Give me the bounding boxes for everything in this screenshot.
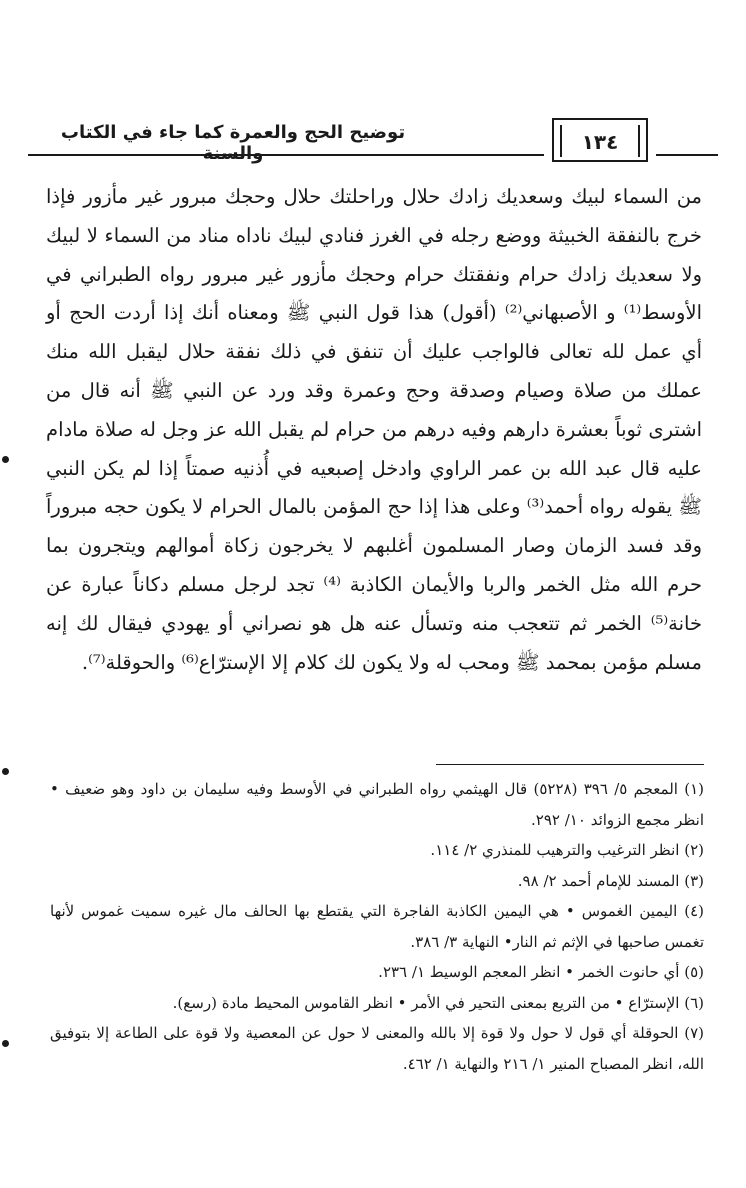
- footnote-3: (٣) المسند للإمام أحمد ٢/ ٩٨.: [517, 871, 704, 890]
- footnote-1: (١) المعجم ٥/ ٣٩٦ (٥٢٢٨) قال الهيثمي رواه الطبراني في الأوسط وفيه سليمان بن داود وهو ضعيف • انظر مجمع الزوائد ١٠/ ٢٩٢.: [50, 780, 705, 829]
- footnote-7: (٧) الحوقلة أي قول لا حول ولا قوة إلا بالله والمعنى لا حول عن المعصية ولا قوة على الطاعة إلا بتوفيق الله، انظر المصباح المنير ١/ ٢١٦ والنهاية ١/ ٤٦٢.: [50, 1024, 704, 1073]
- footnote-6: (٦) الإسترّاع • من التريع بمعنى التحير في الأمر • انظر القاموس المحيط مادة (رسع).: [172, 993, 704, 1012]
- margin-mark: [2, 1040, 9, 1047]
- margin-mark: [2, 456, 9, 463]
- footnote-5: (٥) أي حانوت الخمر • انظر المعجم الوسيط ١/ ٢٣٦.: [378, 963, 704, 981]
- header-rule: [28, 154, 544, 156]
- footnote-separator: [436, 764, 704, 765]
- margin-mark: [2, 768, 9, 775]
- running-title: توضيح الحج والعمرة كما جاء في الكتاب والسنة: [60, 122, 406, 164]
- main-text: [46, 178, 702, 682]
- body-paragraph: من السماء لبيك وسعديك زادك حلال وراحلتك حلال وحجك مبرور غير مأزور فإذا خرج بالنفقة الخبيثة ووضع رجله في الغرز فنادي لبيك ناداه مناد من السماء لا لبيك ولا سعديك زادك حرام ونفقتك حرام وحجك مأزور غير مبرور رواه الطبراني في الأوسط⁽¹⁾ و الأصبهاني⁽²⁾ (أقول) هذا قول النبي ﷺ ومعناه أنك إذا أردت الحج أو أي عمل لله تعالى فالواجب عليك أن تنفق في ذلك نفقة حلال ليقبل الله منك عملك من صلاة وصيام وصدقة وحج وعمرة وقد ورد عن النبي ﷺ أنه قال من اشترى ثوباً بعشرة دارهم وفيه درهم من حرام لم يقبل الله عز وجل له صلاة مادام عليه قال عبد الله بن عمر الراوي وادخل إصبعيه في أُذنيه صمتاً إذا لم يكن النبي ﷺ يقوله رواه أحمد⁽³⁾ وعلى هذا إذا حج المؤمن بالمال الحرام لا يكون حجه مبروراً وقد فسد الزمان وصار المسلمون أغلبهم لا يخرجون زكاة أموالهم ويتجرون بما حرم الله مثل الخمر والربا والأيمان الكاذبة ⁽⁴⁾ تجد لرجل مسلم دكاناً عبارة عن خانة⁽⁵⁾ الخمر ثم تتعجب منه وتسأل عنه هل هو نصراني أو يهودي فيقال لك إنه مسلم مؤمن بمحمد ﷺ ومحب له ولا يكون لك كلام إلا الإسترّاع⁽⁶⁾ والحوقلة⁽⁷⁾.: [46, 185, 702, 674]
- footnote-2: (٢) انظر الترغيب والترهيب للمنذري ٢/ ١١٤.: [430, 841, 704, 859]
- page-header: [28, 118, 718, 168]
- page-number: ١٣٤: [560, 125, 640, 157]
- page-number-frame: [552, 118, 648, 162]
- footnotes: [50, 774, 704, 1079]
- header-rule-short: [656, 154, 718, 156]
- footnote-4: (٤) اليمين الغموس • هي اليمين الكاذبة الفاجرة التي يقتطع بها الحالف مال غيره سميت غموس لأنها تغمس صاحبها في الإثم ثم النار• النهاية ٣/ ٣٨٦.: [50, 902, 704, 951]
